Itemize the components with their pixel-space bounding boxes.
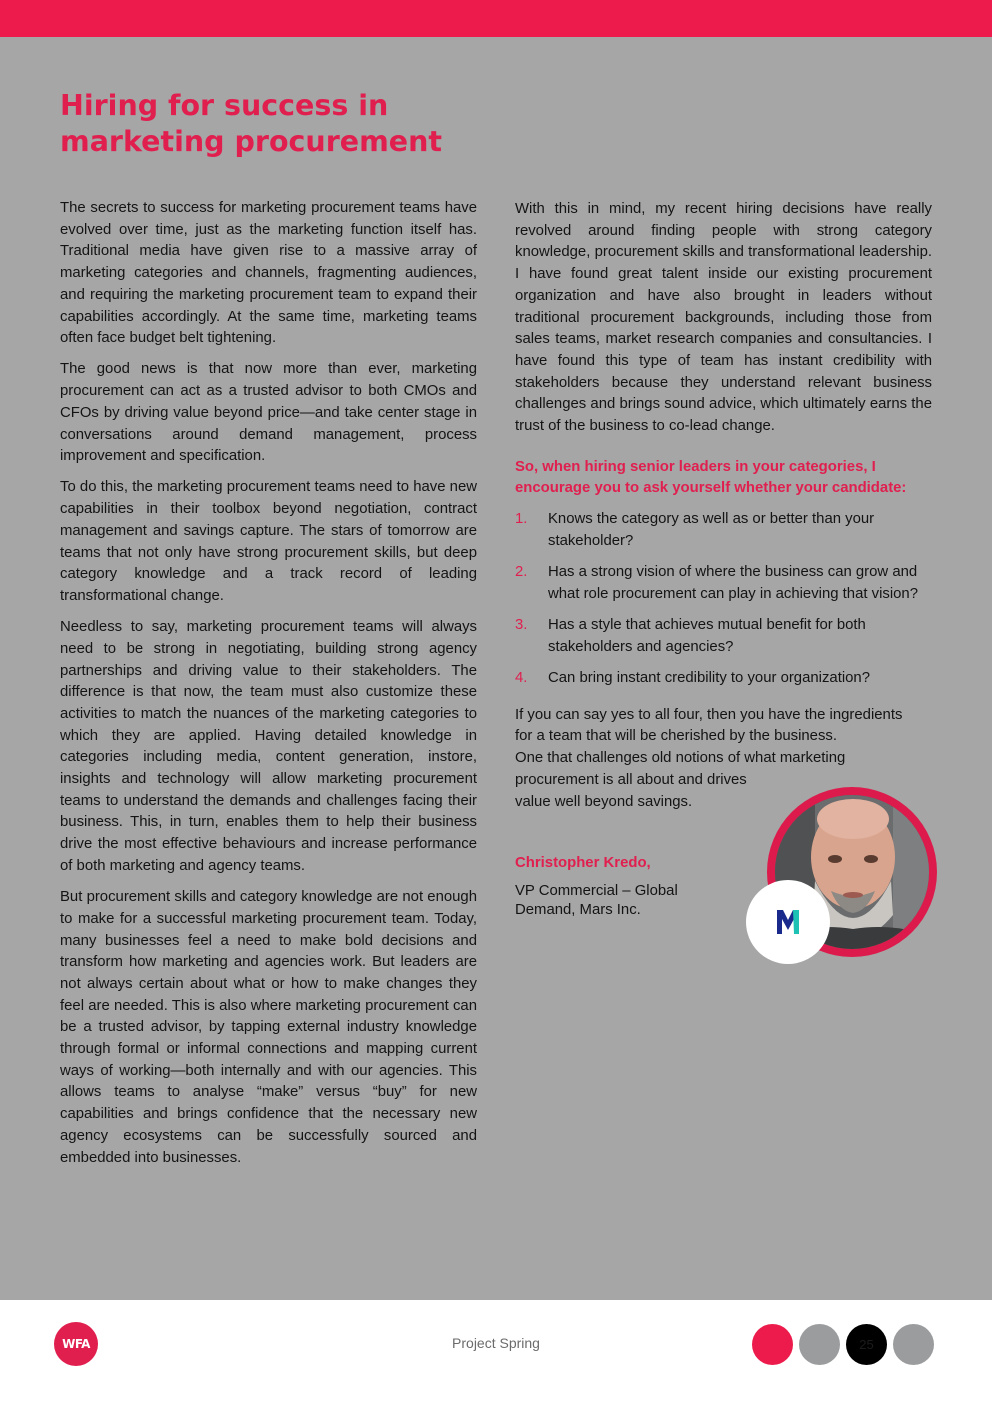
list-number: 2. — [515, 564, 528, 581]
body-paragraph: To do this, the marketing procurement teams need to have new capabilities in their toolbox beyond negotiation, contract management and savings capture. The stars of tomorrow are teams that not only have strong procurement skills, but deep category knowledge and a track record of leading transformational change. — [60, 479, 477, 604]
callout-heading: So, when hiring senior leaders in your categories, I encourage you to ask yourself whether your candidate: — [515, 458, 907, 497]
list-number: 4. — [515, 670, 528, 687]
list-text: Has a strong vision of where the business can grow and what role procurement can play in achieving that vision? — [548, 564, 918, 602]
list-number: 1. — [515, 511, 528, 528]
body-paragraph: But procurement skills and category knowledge are not enough to make for a successful marketing procurement team. Today, many businesses feel a need to make bold decisions and transform how marketing and agencies work. But leaders are not always certain about what or how to make changes they feel are needed. This is also where marketing procurement can be a trusted advisor, by tapping external industry knowledge through formal or informal connections and mapping current ways of working—both internally and with our agencies. This allows teams to analyse “make” versus “buy” for new capabilities and brings confidence that the necessary new agency ecosystems can be successfully sourced and embedded into businesses. — [60, 889, 477, 1166]
pagination-dot — [893, 1324, 934, 1365]
closing-line: One that challenges old notions of what marketing — [515, 750, 846, 767]
pagination-dot — [752, 1324, 793, 1365]
company-badge — [746, 880, 830, 964]
candidate-criteria-list — [515, 509, 932, 689]
author-role-line-1: VP Commercial – Global — [515, 883, 678, 900]
list-text: Has a style that achieves mutual benefit for both stakeholders and agencies? — [548, 617, 866, 655]
page-number: 25 — [846, 1324, 887, 1365]
body-paragraph: The good news is that now more than ever, marketing procurement can act as a trusted advisor to both CMOs and CFOs by driving value beyond price—and take center stage in conversations around demand management, process improvement and specification. — [60, 361, 477, 465]
author-name: Christopher Kredo, — [515, 855, 651, 872]
list-text: Knows the category as well as or better than your stakeholder? — [548, 511, 875, 550]
closing-line: value well beyond savings. — [515, 793, 693, 810]
closing-line: If you can say yes to all four, then you have the ingredients — [515, 706, 903, 723]
list-item — [515, 509, 932, 552]
top-accent-bar — [0, 0, 992, 37]
left-column — [60, 198, 477, 1179]
mars-logo-icon — [775, 908, 801, 936]
body-paragraph: The secrets to success for marketing procurement teams have evolved over time, just as the marketing function itself has. Traditional media have given rise to a massive array of marketing categories and channels, fragmenting audiences, and requiring the marketing procurement team to expand their capabilities accordingly. At the same time, marketing teams often face budget belt tightening. — [60, 200, 477, 347]
closing-line: for a team that will be cherished by the business. — [515, 728, 837, 745]
pagination-dot — [799, 1324, 840, 1365]
author-role-line-2: Demand, Mars Inc. — [515, 902, 641, 919]
list-item — [515, 562, 932, 605]
publication-title: Project Spring — [452, 1335, 540, 1351]
wfa-logo: WFA — [54, 1322, 98, 1366]
article-title-line-1: Hiring for success in — [60, 89, 389, 122]
list-item — [515, 615, 932, 658]
body-paragraph: Needless to say, marketing procurement teams will always need to be strong in negotiating, building strong agency partnerships and driving value to their stakeholders. The difference is that now, the team must also customize these activities to match the nuances of the marketing categories to which they are applied. Having detailed knowledge in categories including media, content generation, instore, insights and technology will allow marketing procurement teams to understand the demands and challenges facing their business. This, in turn, enables them to help their business drive the most effective behaviours and increase performance of both marketing and agency teams. — [60, 619, 477, 874]
list-item — [515, 668, 932, 690]
list-text: Can bring instant credibility to your organization? — [548, 670, 870, 687]
footer — [0, 1300, 992, 1403]
article-title-line-2: marketing procurement — [60, 125, 443, 158]
intro-paragraph: With this in mind, my recent hiring decisions have really revolved around finding people with strong category knowledge, procurement skills and transformational leadership. I have found great talent inside our existing procurement organization and have also brought in leaders without traditional procurement backgrounds, including those from sales teams, market research companies and consultancies. I have found this type of team has instant credibility with stakeholders because they understand relevant business challenges and brings sound advice, which ultimately earns the trust of the business to co-lead change. — [515, 201, 932, 435]
list-number: 3. — [515, 617, 528, 634]
article-title — [60, 88, 480, 160]
closing-line: procurement is all about and drives — [515, 771, 747, 788]
